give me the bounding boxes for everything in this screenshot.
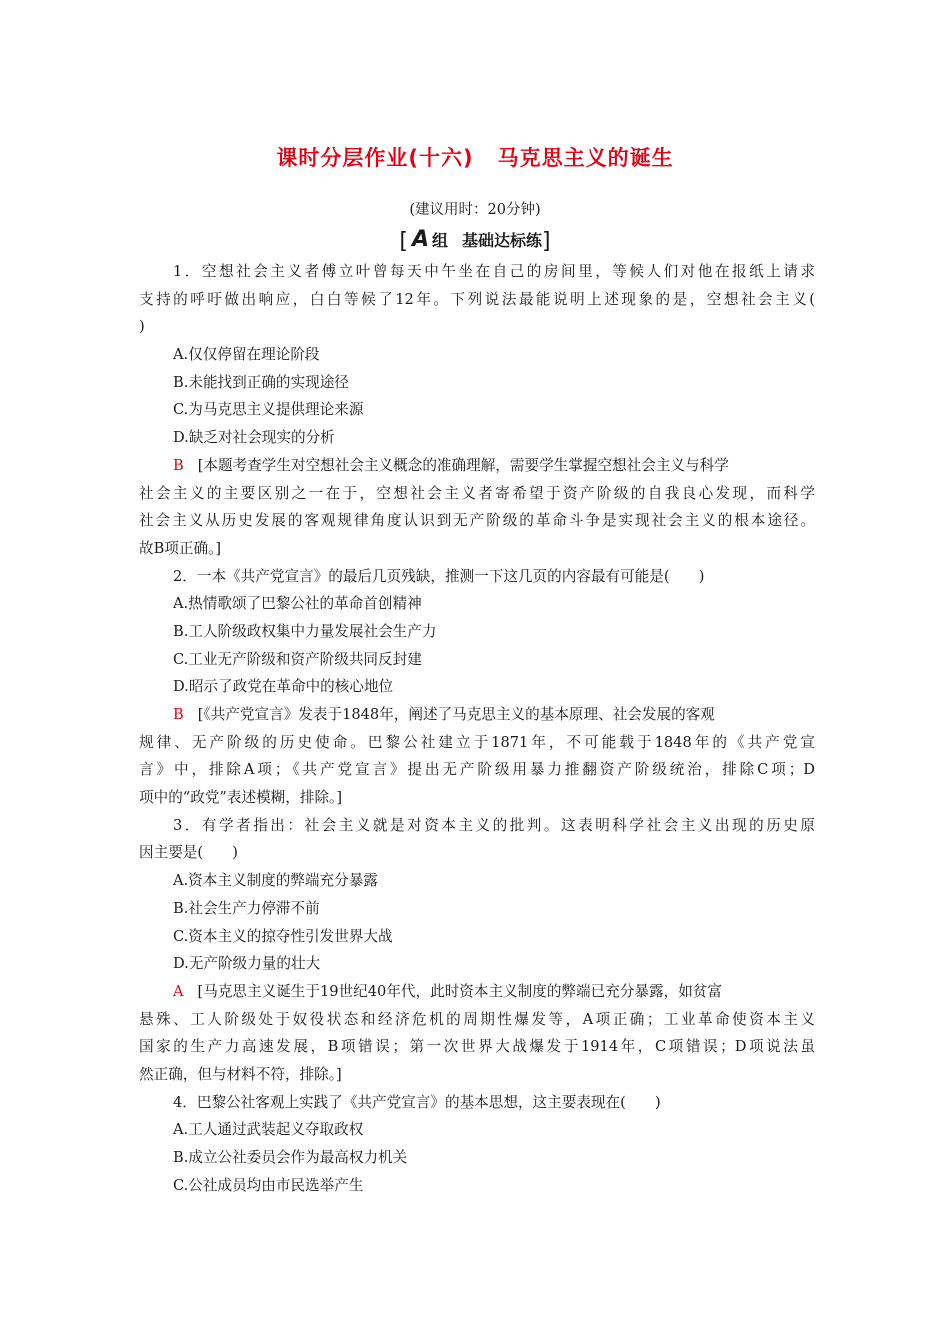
option-a: A.仅仅停留在理论阶段 (173, 346, 320, 364)
explanation-text: 社会主义的主要区别之一在于，空想社会主义者寄希望于资产阶级的自我良心发现，而科学 (139, 484, 815, 502)
title-main: 课时分层作业(十六) (276, 146, 474, 170)
explanation-text: 规律、无产阶级的历史使命。巴黎公社建立于1871年，不可能载于1848年的《共产党宣 (139, 733, 815, 751)
option-d: D.昭示了政党在革命中的核心地位 (173, 678, 394, 696)
explanation-text: 社会主义从历史发展的客观规律角度认识到无产阶级的革命斗争是实现社会主义的根本途径。 (139, 512, 815, 530)
option-c: C.公社成员均由市民选举产生 (173, 1176, 364, 1194)
answer-letter: B (173, 456, 184, 474)
question-stem: 1．空想社会主义者傅立叶曾每天中午坐在自己的房间里，等候人们对他在报纸上请求 (173, 263, 815, 280)
question-1 (139, 258, 815, 563)
question-stem: 支持的呼吁做出响应，白白等候了12年。下列说法最能说明上述现象的是，空想社会主义( (139, 290, 815, 308)
explanation-text: 言》中，排除A项；《共产党宣言》提出无产阶级用暴力推翻资产阶级统治，排除C项；D (139, 761, 815, 779)
question-list (139, 258, 815, 1199)
section-header (0, 227, 950, 254)
option-b: B.社会生产力停滞不前 (173, 899, 320, 917)
explanation-text: [《共产党宣言》发表于1848年，阐述了马克思主义的基本原理、社会发展的客观 (197, 706, 715, 723)
option-d: D.缺乏对社会现实的分析 (173, 429, 335, 447)
option-a: A.资本主义制度的弊端充分暴露 (173, 872, 378, 890)
option-a: A.工人通过武装起义夺取政权 (173, 1121, 364, 1139)
option-c: C.工业无产阶级和资产阶级共同反封建 (173, 650, 422, 668)
section-bracket-open: [ (399, 229, 408, 254)
option-c: C.为马克思主义提供理论来源 (173, 401, 364, 419)
answer-letter: A (173, 982, 184, 1000)
question-2 (139, 563, 815, 812)
question-stem: 3．有学者指出：社会主义就是对资本主义的批判。这表明科学社会主义出现的历史原 (173, 816, 815, 834)
option-b: B.工人阶级政权集中力量发展社会生产力 (173, 622, 437, 640)
option-b: B.成立公社委员会作为最高权力机关 (173, 1149, 408, 1166)
section-group: 组 (432, 231, 449, 250)
explanation-text: 悬殊、工人阶级处于奴役状态和经济危机的周期性爆发等，A项正确；工业革命使资本主义 (139, 1010, 815, 1028)
answer-line (139, 701, 815, 729)
question-4 (139, 1089, 815, 1200)
option-c: C.资本主义的掠夺性引发世界大战 (173, 927, 393, 945)
answer-letter: B (173, 706, 184, 723)
page-title (0, 142, 950, 172)
explanation-text: 故B项正确。] (139, 539, 222, 557)
explanation-text: 然正确，但与材料不符，排除。] (139, 1065, 342, 1083)
option-b: B.未能找到正确的实现途径 (173, 373, 349, 391)
section-letter: A (411, 227, 429, 252)
question-3 (139, 812, 815, 1089)
explanation-text: 项中的“政党”表述模糊，排除。] (139, 789, 343, 807)
explanation-text: [马克思主义诞生于19世纪40年代，此时资本主义制度的弊端已充分暴露，如贫富 (197, 982, 722, 1000)
answer-line (139, 978, 815, 1006)
section-bracket-close: ] (542, 229, 551, 254)
option-d: D.无产阶级力量的壮大 (173, 955, 321, 973)
explanation-text: [本题考查学生对空想社会主义概念的准确理解，需要学生掌握空想社会主义与科学 (197, 456, 729, 474)
title-topic: 马克思主义的诞生 (497, 146, 674, 170)
explanation-text: 国家的生产力高速发展，B项错误；第一次世界大战爆发于1914年，C项错误；D项说法虽 (139, 1038, 815, 1056)
answer-line (139, 452, 815, 480)
option-a: A.热情歌颂了巴黎公社的革命首创精神 (173, 595, 422, 613)
suggested-time: (建议用时：20分钟) (409, 202, 541, 218)
section-name: 基础达标练 (462, 231, 543, 250)
question-stem: 因主要是( ) (139, 844, 238, 862)
question-stem: ) (139, 318, 145, 336)
question-stem: 2．一本《共产党宣言》的最后几页残缺，推测一下这几页的内容最有可能是( ) (173, 567, 705, 585)
question-stem: 4．巴黎公社客观上实践了《共产党宣言》的基本思想，这主要表现在( ) (173, 1093, 661, 1111)
